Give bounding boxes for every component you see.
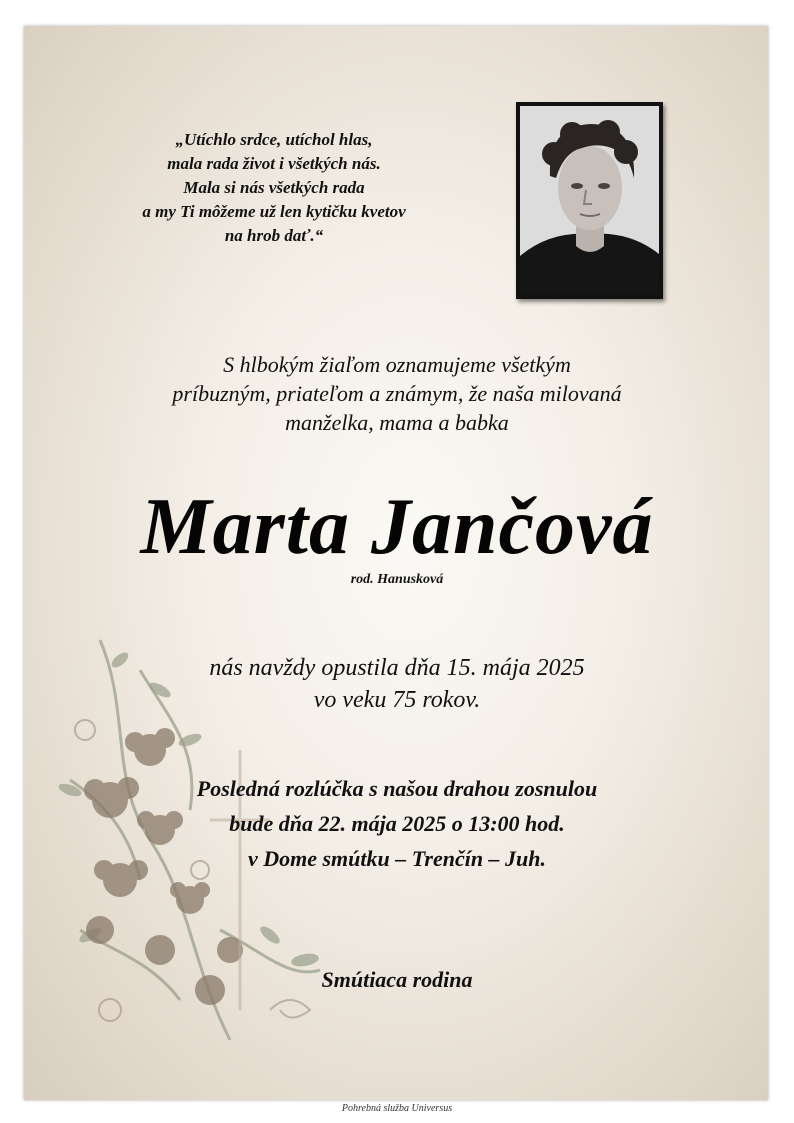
obituary-card [24,26,768,1100]
announcement-line: príbuzným, priateľom a známym, že naša milovaná [172,381,622,406]
poem-line: mala rada život i všetkých nás. [167,154,381,173]
poem-line: „Utíchlo srdce, utíchol hlas, [175,130,373,149]
portrait-image [520,106,659,295]
funeral-line: Posledná rozlúčka s našou drahou zosnulou [196,776,598,801]
funeral-details [24,771,768,876]
poem-line: a my Ti môžeme už len kytičku kvetov [142,202,406,221]
passing-line: vo veku 75 rokov. [313,687,481,713]
maiden-name: rod. Hanusková [350,572,444,587]
announcement-line: S hlbokým žiaľom oznamujeme všetkým [223,352,571,377]
passing-text [24,652,768,716]
deceased-name: Marta Jančová [140,483,654,571]
announcement-line: manželka, mama a babka [285,410,509,435]
memorial-poem [64,128,484,248]
portrait-photo [520,106,659,295]
family-signature: Smútiaca rodina [321,967,473,992]
announcement-text [24,350,768,437]
funeral-line: bude dňa 22. mája 2025 o 13:00 hod. [229,811,565,836]
funeral-service-credit: Pohrebná služba Universus [341,1103,453,1114]
funeral-line: v Dome smútku – Trenčín – Juh. [247,846,547,871]
poem-line: na hrob dať.“ [224,226,324,245]
poem-line: Mala si nás všetkých rada [183,178,365,197]
passing-line: nás navždy opustila dňa 15. mája 2025 [209,655,585,681]
portrait-frame [516,102,663,299]
